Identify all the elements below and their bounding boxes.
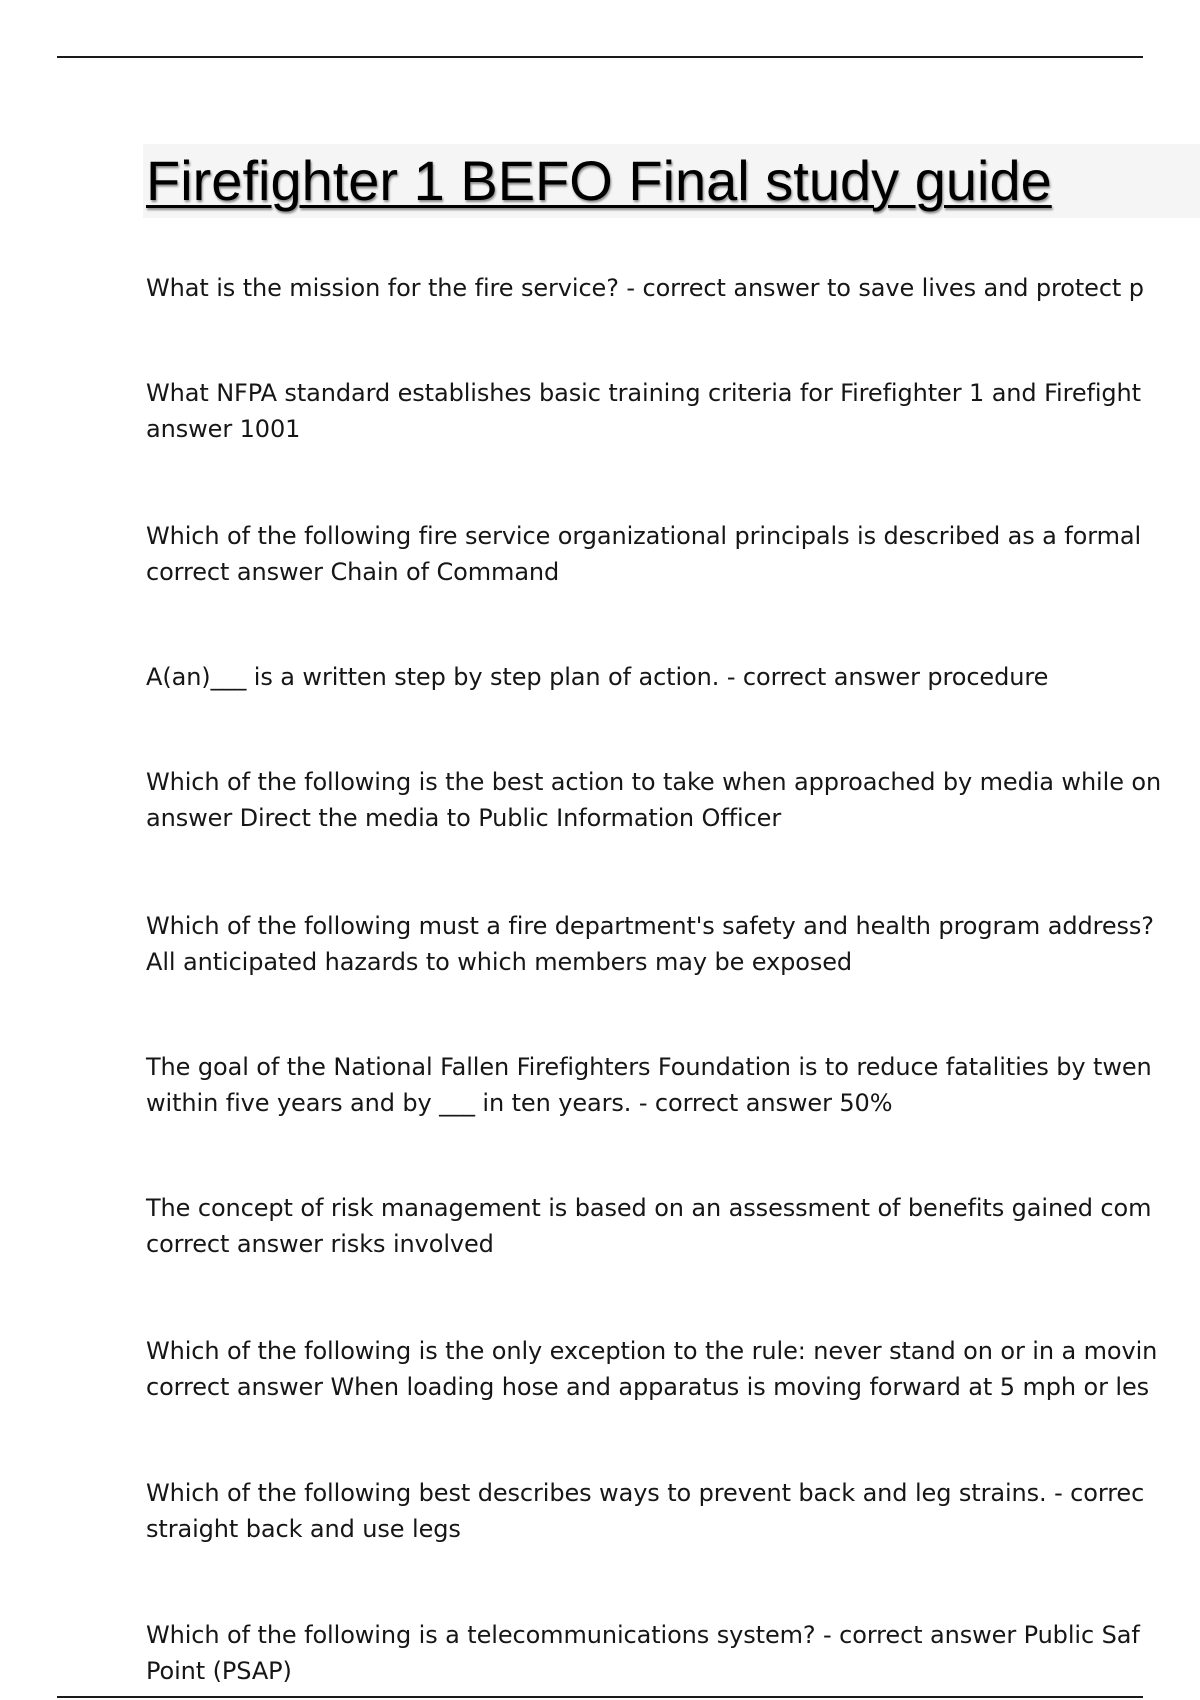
qa-line: answer Direct the media to Public Information Officer bbox=[146, 804, 782, 832]
qa-item bbox=[146, 1475, 1144, 1547]
qa-line: within five years and by ___ in ten years. - correct answer 50% bbox=[146, 1089, 893, 1117]
qa-item bbox=[146, 375, 1141, 447]
qa-line: What NFPA standard establishes basic training criteria for Firefighter 1 and Firefight bbox=[146, 379, 1141, 407]
qa-item bbox=[146, 908, 1154, 980]
qa-line: Which of the following best describes ways to prevent back and leg strains. - correc bbox=[146, 1479, 1145, 1507]
qa-line: Which of the following is the best action to take when approached by media while on bbox=[146, 768, 1162, 796]
qa-item bbox=[146, 1333, 1157, 1405]
qa-line: Which of the following must a fire department's safety and health program address? bbox=[146, 912, 1154, 940]
qa-line: Point (PSAP) bbox=[146, 1657, 292, 1685]
qa-item bbox=[146, 1190, 1151, 1262]
qa-line: What is the mission for the fire service? - correct answer to save lives and protect p bbox=[146, 274, 1144, 302]
document-title: Firefighter 1 BEFO Final study guide bbox=[146, 149, 1052, 212]
qa-line: All anticipated hazards to which members may be exposed bbox=[146, 948, 853, 976]
qa-line: Which of the following is a telecommunications system? - correct answer Public Saf bbox=[146, 1621, 1140, 1649]
bottom-rule bbox=[57, 1696, 1143, 1698]
qa-line: The concept of risk management is based on an assessment of benefits gained com bbox=[146, 1194, 1152, 1222]
qa-item bbox=[146, 1049, 1152, 1121]
qa-item bbox=[146, 764, 1161, 836]
qa-line: Which of the following fire service organizational principals is described as a formal bbox=[146, 522, 1142, 550]
qa-line: correct answer When loading hose and apparatus is moving forward at 5 mph or les bbox=[146, 1373, 1150, 1401]
qa-line: straight back and use legs bbox=[146, 1515, 461, 1543]
qa-line: Which of the following is the only exception to the rule: never stand on or in a movin bbox=[146, 1337, 1158, 1365]
qa-line: answer 1001 bbox=[146, 415, 301, 443]
top-rule bbox=[57, 56, 1143, 58]
qa-line: A(an)___ is a written step by step plan of action. - correct answer procedure bbox=[146, 663, 1049, 691]
qa-item bbox=[146, 659, 1048, 695]
qa-item bbox=[146, 1617, 1140, 1689]
qa-item bbox=[146, 270, 1144, 306]
qa-line: The goal of the National Fallen Firefighters Foundation is to reduce fatalities by twen bbox=[146, 1053, 1152, 1081]
qa-item bbox=[146, 518, 1141, 590]
qa-line: correct answer risks involved bbox=[146, 1230, 494, 1258]
qa-line: correct answer Chain of Command bbox=[146, 558, 560, 586]
